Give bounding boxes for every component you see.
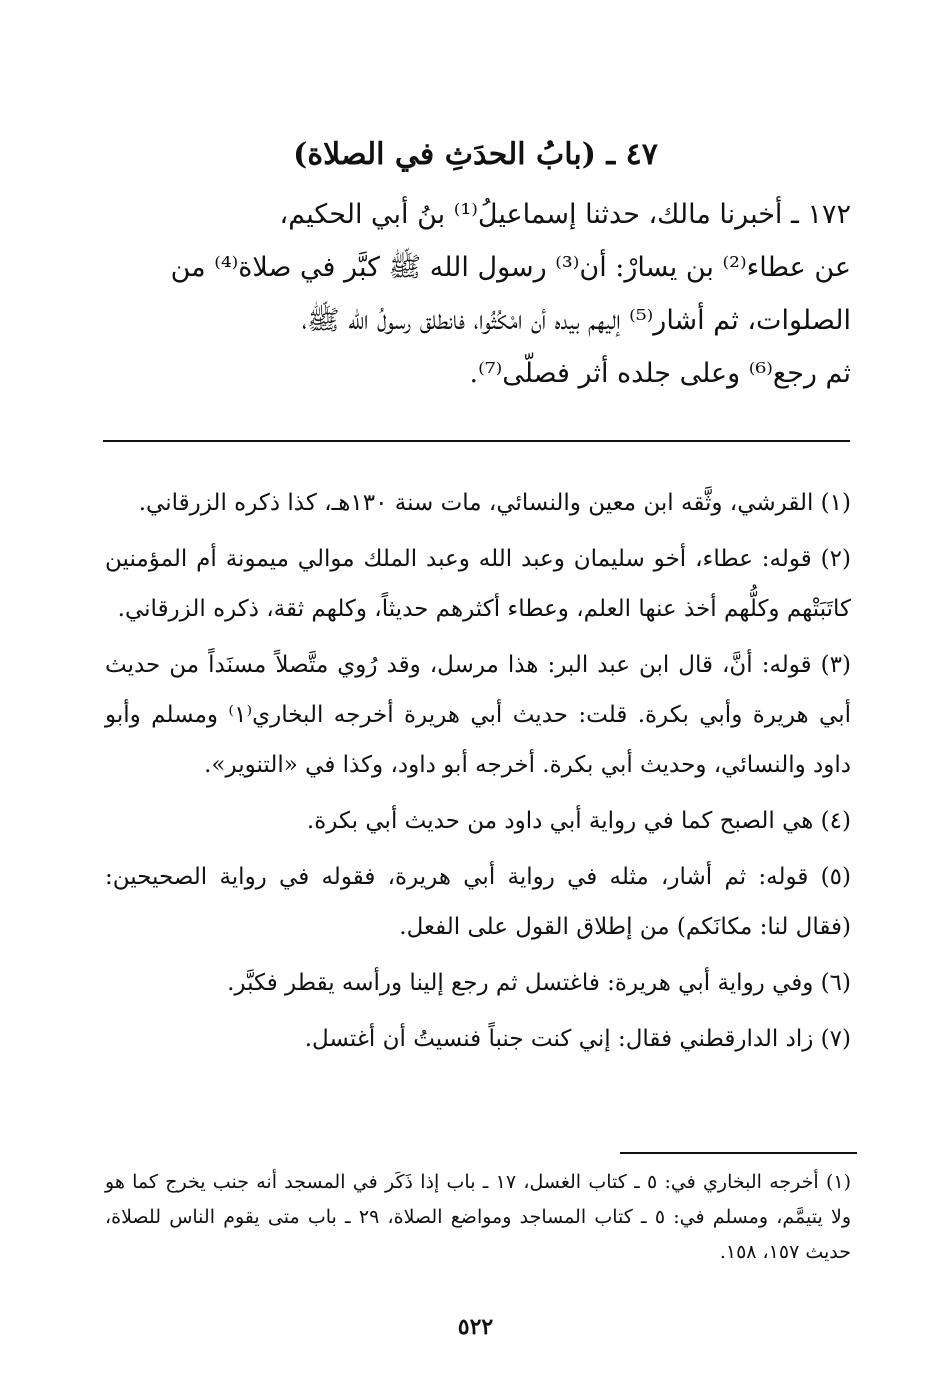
- hadith-line: ١٧٢ ـ أخبرنا مالك، حدثنا إسماعيلُ⁽¹⁾ بنُ أبي الحكيم،: [279, 199, 851, 230]
- footnote-4: (٤) هي الصبح كما في رواية أبي داود من حديث أبي بكرة.: [306, 808, 851, 834]
- hadith-line: ثم رجع⁽⁶⁾ وعلى جلده أثر فصلّى⁽⁷⁾.: [469, 358, 851, 389]
- footnote-1: (١) القرشي، وثَّقه ابن معين والنسائي، مات سنة ١٣٠هـ، كذا ذكره الزرقاني.: [138, 490, 851, 516]
- subfootnotes: [105, 1165, 851, 1270]
- footnote-divider: [103, 440, 850, 442]
- footnote-3: (٣) قوله: أنَّ، قال ابن عبد البر: هذا مرسل، وقد رُوي متَّصلاً مسنَداً من حديث أبي هريرة وأبي بكرة. قلت: حديث أبي هريرة أخرجه البخاري⁽١⁾ ومسلم وأبو داود والنسائي، وحديث أبي بكرة. أخرجه أبو داود، وكذا في «التنوير».: [105, 652, 852, 778]
- hadith-line: عن عطاء⁽²⁾ بن يسارْ: أن⁽³⁾ رسول الله ﷺ كبَّر في صلاة⁽⁴⁾ من: [170, 252, 851, 283]
- hadith-text: [105, 188, 851, 400]
- page-number: ٥٢٢: [457, 1314, 494, 1340]
- footnotes: [105, 478, 851, 1070]
- subfootnote-divider: [620, 1152, 857, 1154]
- footnote-5: (٥) قوله: ثم أشار، مثله في رواية أبي هريرة، فقوله في رواية الصحيحين: (فقال لنا: مكانَكم) من إطلاق القول على الفعل.: [105, 864, 851, 940]
- chapter-title: ٤٧ ـ (بابُ الحدَثِ في الصلاة): [293, 137, 658, 172]
- hadith-line: الصلوات، ثم أشار⁽⁵⁾ إليهم بيده أن امْكُثُوا، فانطلق رسولُ الله ﷺ،: [301, 305, 851, 336]
- footnote-2: (٢) قوله: عطاء، أخو سليمان وعبد الله وعبد الملك موالي ميمونة أم المؤمنين كاتَبَتْهم وكلُّهم أخذ عنها العلم، وعطاء أكثرهم حديثاً، وكلهم ثقة، ذكره الزرقاني.: [105, 546, 851, 622]
- subfootnote-1: (١) أخرجه البخاري في: ٥ ـ كتاب الغسل، ١٧ ـ باب إذا ذَكَر في المسجد أنه جنب يخرج كما هو ولا يتيمَّم، ومسلم في: ٥ ـ كتاب المساجد ومواضع الصلاة، ٢٩ ـ باب متى يقوم الناس للصلاة، حديث ١٥٧، ١٥٨.: [105, 1171, 852, 1263]
- footnote-7: (٧) زاد الدارقطني فقال: إني كنت جنباً فنسيتُ أن أغتسل.: [304, 1026, 851, 1052]
- footnote-6: (٦) وفي رواية أبي هريرة: فاغتسل ثم رجع إلينا ورأسه يقطر فكبَّر.: [227, 970, 851, 996]
